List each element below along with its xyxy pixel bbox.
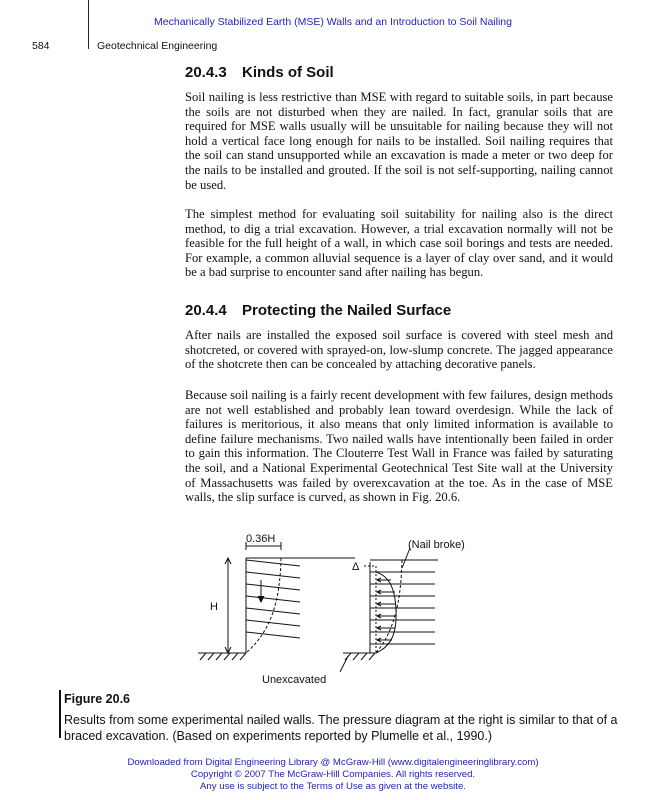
footer-download-link[interactable]: Downloaded from Digital Engineering Library @ McGraw-Hill (www.digitalengineeringlibrary.com) — [127, 757, 539, 768]
label-unexcavated: Unexcavated — [262, 674, 327, 686]
nail-broke-leader — [402, 548, 410, 568]
arrowhead — [258, 596, 264, 602]
nail — [246, 632, 300, 638]
figure-nailed-walls — [180, 520, 480, 690]
paragraph: Because soil nailing is a fairly recent development with few failures, design methods are not well established and probably lean toward overdesign. While the lack of failures is meritorious, it also means that only limited information is available to define failure mechanisms. Two nailed walls have intentionally been failed in order to gain this information. The Clouterre Test Wall in France was failed by saturating the soil, and a National Experimental Geotechnical Test Site wall at the University of Massachusetts was failed by overexcavation at the toe. As in the case of MSE walls, the slip surface is curved, as shown in Fig. 20.6. — [185, 388, 613, 505]
section-heading-kinds-of-soil — [185, 64, 334, 81]
paragraph: The simplest method for evaluating soil suitability for nailing also is the direct method, to dig a trial excavation. However, a trial excavation normally will not be feasible for the full height of a wall, in which case soil borings and tests are needed. For example, a common alluvial sequence is a layer of clay over sand, and it would be a bad surprise to encounter sand after nailing has begun. — [185, 207, 613, 280]
label-delta: Δ — [352, 561, 360, 573]
ground-hatching — [200, 653, 246, 660]
nail — [246, 560, 300, 566]
label-nail-broke: (Nail broke) — [408, 539, 465, 551]
label-H: H — [210, 601, 218, 613]
section-number: 20.4.4 — [185, 302, 227, 319]
figure-label: Figure 20.6 — [64, 692, 130, 706]
section-title: Protecting the Nailed Surface — [242, 302, 452, 319]
nail — [246, 596, 300, 602]
book-title: Geotechnical Engineering — [97, 40, 218, 52]
nail — [246, 620, 300, 626]
figure-caption: Results from some experimental nailed walls. The pressure diagram at the right is similar to that of a braced excavation. (Based on experiments reported by Plumelle et al., 1990.) — [64, 713, 618, 743]
nail — [246, 572, 300, 578]
section-title: Kinds of Soil — [242, 64, 334, 81]
footer-copyright: Copyright © 2007 The McGraw-Hill Companies. All rights reserved. — [190, 769, 476, 780]
unexcavated-leader — [340, 656, 348, 672]
section-heading-protecting-nailed-surface — [185, 302, 451, 319]
label-0-36H: 0.36H — [246, 533, 276, 545]
left-wall-diagram — [198, 542, 355, 660]
ground-hatching — [345, 653, 375, 660]
footer-terms: Any use is subject to the Terms of Use as given at the website. — [200, 781, 466, 792]
paragraph: After nails are installed the exposed soil surface is covered with steel mesh and shotcreted, or covered with sprayed-on, low-slump concrete. The jagged appearance of the shotcrete then can be concealed by attaching decorative panels. — [185, 328, 613, 372]
header-rule — [88, 0, 89, 49]
caption-rule — [59, 690, 61, 738]
page-number: 584 — [32, 40, 50, 52]
section-number: 20.4.3 — [185, 64, 227, 81]
nail — [246, 584, 300, 590]
running-title: Mechanically Stabilized Earth (MSE) Walls and an Introduction to Soil Nailing — [154, 16, 512, 28]
paragraph: Soil nailing is less restrictive than MSE with regard to suitable soils, in part because the soils are not disturbed when they are nailed. In fact, granular soils that are required for MSE walls usually will be unsuitable for nailing because they will not hold a vertical face long enough for nails to be installed. Soil nailing requires that the soil can stand unsupported while an excavation is made a meter or two deep for the nails to be installed and grouted. If the soil is not self-supporting, nailing cannot be used. — [185, 90, 613, 192]
